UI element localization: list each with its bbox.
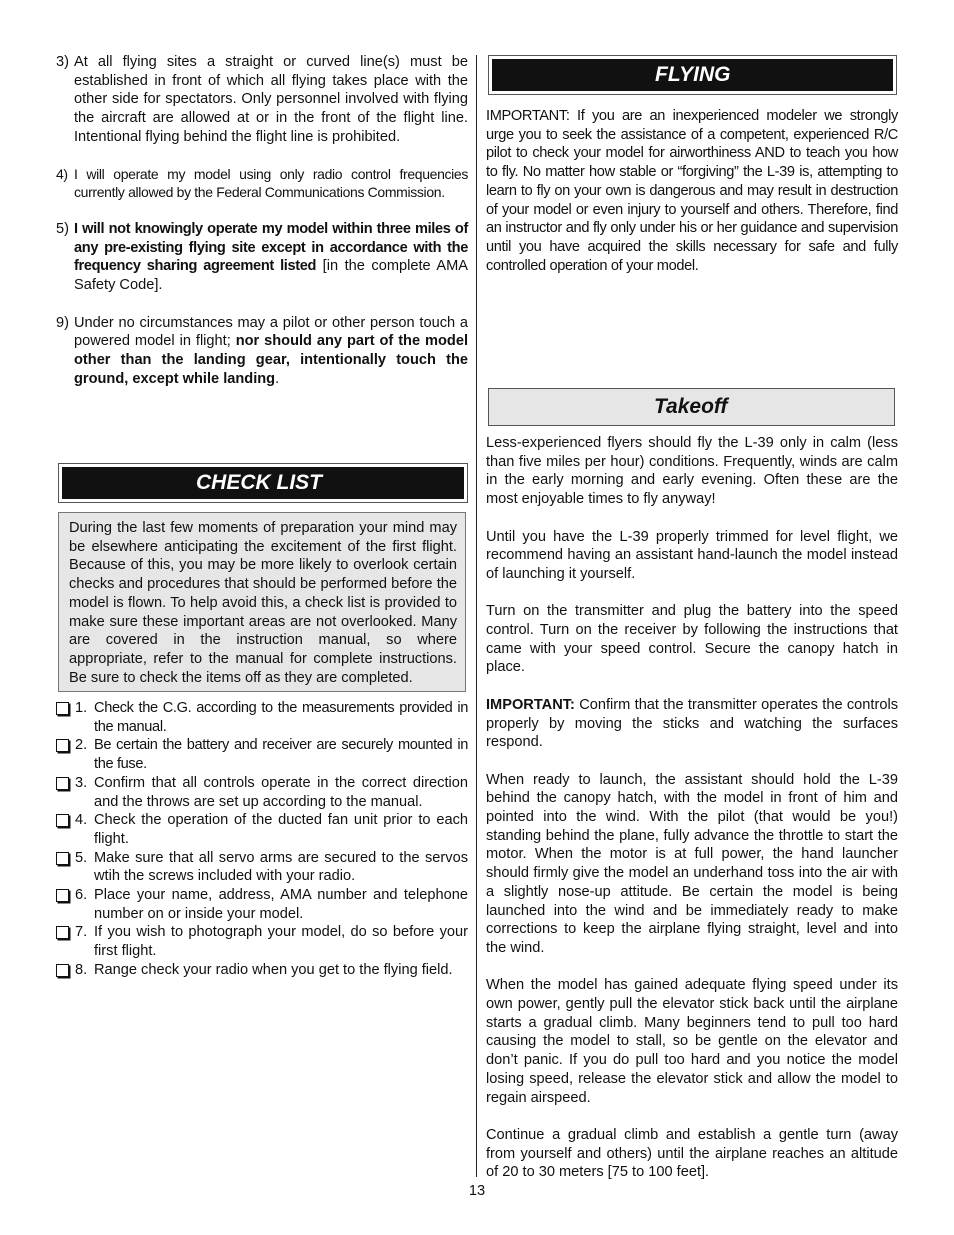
checkbox[interactable] (56, 777, 69, 790)
takeoff-paragraph-2: Until you have the L-39 properly trimmed for level flight, we recommend having an assistant hand-launch the model instead of launching it yourself. (486, 528, 898, 582)
rule-bold-text: nor should any part of the model other than the landing gear, intentionally touch the ground, except while landing (74, 333, 468, 387)
important-label: IMPORTANT: (486, 696, 575, 713)
checklist-item-number: 3. (75, 774, 88, 791)
checkbox[interactable] (56, 926, 69, 939)
safety-rule-4 (56, 165, 468, 202)
checkbox[interactable] (56, 964, 69, 977)
takeoff-body (486, 434, 898, 1182)
flying-important-text: IMPORTANT: If you are an inexperienced modeler we strongly urge you to seek the assistance of a competent, experienced R/C pilot to check your model for airworthiness AND to teach you how to fly. No matter how stable or “forgiving” the L-39 is, attempting to learn to fly on your own is dangerous and may result in destruction of your model or even injury to yourself and others. Therefore, find an instructor and fly only under his or her guidance and supervision until you have acquired the skills necessary for safe and fully controlled operation of your model. (486, 108, 898, 274)
rule-bold-text: I will not knowingly operate my model within three miles of any pre-existing flying site except in accordance with the frequency sharing agreement listed (74, 220, 468, 275)
checklist-item-number: 2. (75, 737, 88, 754)
checkbox[interactable] (56, 814, 69, 827)
checklist-item-text: Confirm that all controls operate in the correct direction and the throws are set up according to the manual. (94, 774, 468, 810)
rule-text: I will operate my model using only radio control frequencies currently allowed by the Federal Communications Commission. (74, 165, 468, 201)
rule-number: 5) (56, 220, 69, 237)
checkbox[interactable] (56, 889, 69, 902)
rule-number: 4) (56, 165, 68, 182)
checklist-item-number: 4. (75, 812, 88, 829)
checklist-item-text: Be certain the battery and receiver are securely mounted in the fuse. (94, 737, 468, 773)
safety-rule-5 (56, 220, 468, 295)
takeoff-paragraph-7: Continue a gradual climb and establish a gentle turn (away from yourself and others) until the airplane reaches an altitude of 20 to 30 meters [75 to 100 feet]. (486, 1126, 898, 1181)
column-divider (476, 55, 477, 1177)
rule-text (74, 314, 468, 389)
checklist-item-4[interactable] (56, 811, 468, 848)
takeoff-paragraph-4-text: Confirm that the transmitter operates the controls properly by moving the sticks and watching the surfaces respond. (486, 696, 898, 751)
page-number: 13 (468, 1183, 486, 1199)
checklist-item-1[interactable] (56, 699, 468, 736)
checklist-items (56, 699, 468, 980)
left-column (56, 53, 468, 978)
flying-header (488, 55, 897, 95)
checkbox[interactable] (56, 852, 69, 865)
takeoff-header (488, 388, 895, 426)
checklist-item-text: Check the C.G. according to the measurements provided in the manual. (94, 700, 468, 735)
checklist-item-text: Check the operation of the ducted fan unit prior to each flight. (94, 812, 468, 847)
rule-number: 3) (56, 54, 69, 70)
safety-rule-3 (56, 53, 468, 147)
checklist-item-2[interactable] (56, 736, 468, 773)
rule-text (74, 220, 468, 295)
checklist-item-5[interactable] (56, 849, 468, 886)
checklist-item-text: Make sure that all servo arms are secured to the servos wtih the screws included with your radio. (94, 849, 468, 885)
checklist-item-3[interactable] (56, 774, 468, 811)
checklist-item-7[interactable] (56, 923, 468, 960)
rule-text-end: . (275, 370, 280, 387)
takeoff-paragraph-5: When ready to launch, the assistant should hold the L-39 behind the canopy hatch, with the model in front of him and pointed into the wind. With the pilot (that would be you!) standing behind the plane, fully advance the throttle to start the motor. When the motor is at full power, the hand launcher should firmly give the model an underhand toss into the air with a slightly nose-up attitude. Be certain the model is being launched into the wind and be immediately ready to make corrections to keep the airplane flying straight, level and into the wind. (486, 771, 898, 956)
takeoff-paragraph-6: When the model has gained adequate flying speed under its own power, gently pull the elevator stick back until the airplane starts a gradual climb. Many beginners tend to pull too hard causing the model to stall, so be gentle on the elevator and don’t panic. If you do pull too hard and you notice the model losing speed, release the elevator stick and allow the model to regain airspeed. (486, 977, 898, 1106)
flying-title: FLYING (492, 59, 893, 91)
checkbox[interactable] (56, 702, 69, 715)
checklist-item-number: 6. (75, 887, 88, 904)
checklist-item-number: 1. (75, 700, 88, 716)
checklist-item-text: If you wish to photograph your model, do so before your first flight. (94, 924, 468, 960)
rule-text-rest: [in the complete AMA Safety Code]. (74, 258, 468, 294)
rule-text: At all flying sites a straight or curved line(s) must be established in front of which all flying takes place with the other side for spectators. Only personnel involved with flying the aircraft are allowed at or in the front of the flight line. Intentional flying behind the flight line is prohibited. (74, 54, 468, 145)
rule-text-start: Under no circumstances may a pilot or other person touch a powered model in flight; (74, 314, 468, 350)
checklist-item-number: 8. (75, 961, 88, 978)
checklist-item-6[interactable] (56, 886, 468, 923)
checklist-item-number: 7. (75, 924, 88, 941)
takeoff-title: Takeoff (654, 395, 728, 418)
safety-rule-9 (56, 314, 468, 389)
checklist-title: CHECK LIST (62, 467, 464, 499)
takeoff-paragraph-1: Less-experienced flyers should fly the L-39 only in calm (less than five miles per hour) conditions. Frequently, winds are calm in the early morning and early evening. Often these are the most enjoyable times to fly anyway! (486, 435, 898, 508)
checklist-item-number: 5. (75, 849, 88, 866)
takeoff-paragraph-3: Turn on the transmitter and plug the battery into the speed control. Turn on the receiver by following the instructions that came with your speed control. Secure the canopy hatch in place. (486, 603, 898, 676)
checklist-item-text: Range check your radio when you get to the flying field. (94, 961, 453, 978)
rule-number: 9) (56, 314, 69, 331)
checklist-intro-box (58, 512, 466, 692)
takeoff-paragraph-4 (486, 696, 898, 752)
checklist-header (58, 463, 468, 503)
checklist-item-8[interactable] (56, 961, 468, 980)
checkbox[interactable] (56, 739, 69, 752)
checklist-intro: During the last few moments of preparation your mind may be elsewhere anticipating the excitement of the first flight. Because of this, you may be more likely to overlook certain checks and procedures that should be performed before the model is flown. To help avoid this, a check list is provided to make sure these important areas are not overlooked. Many are covered in the instruction manual, so where appropriate, refer to the manual for complete instructions. Be sure to check the items off as they are completed. (69, 520, 457, 686)
checklist-item-text: Place your name, address, AMA number and telephone number on or inside your model. (94, 887, 468, 922)
